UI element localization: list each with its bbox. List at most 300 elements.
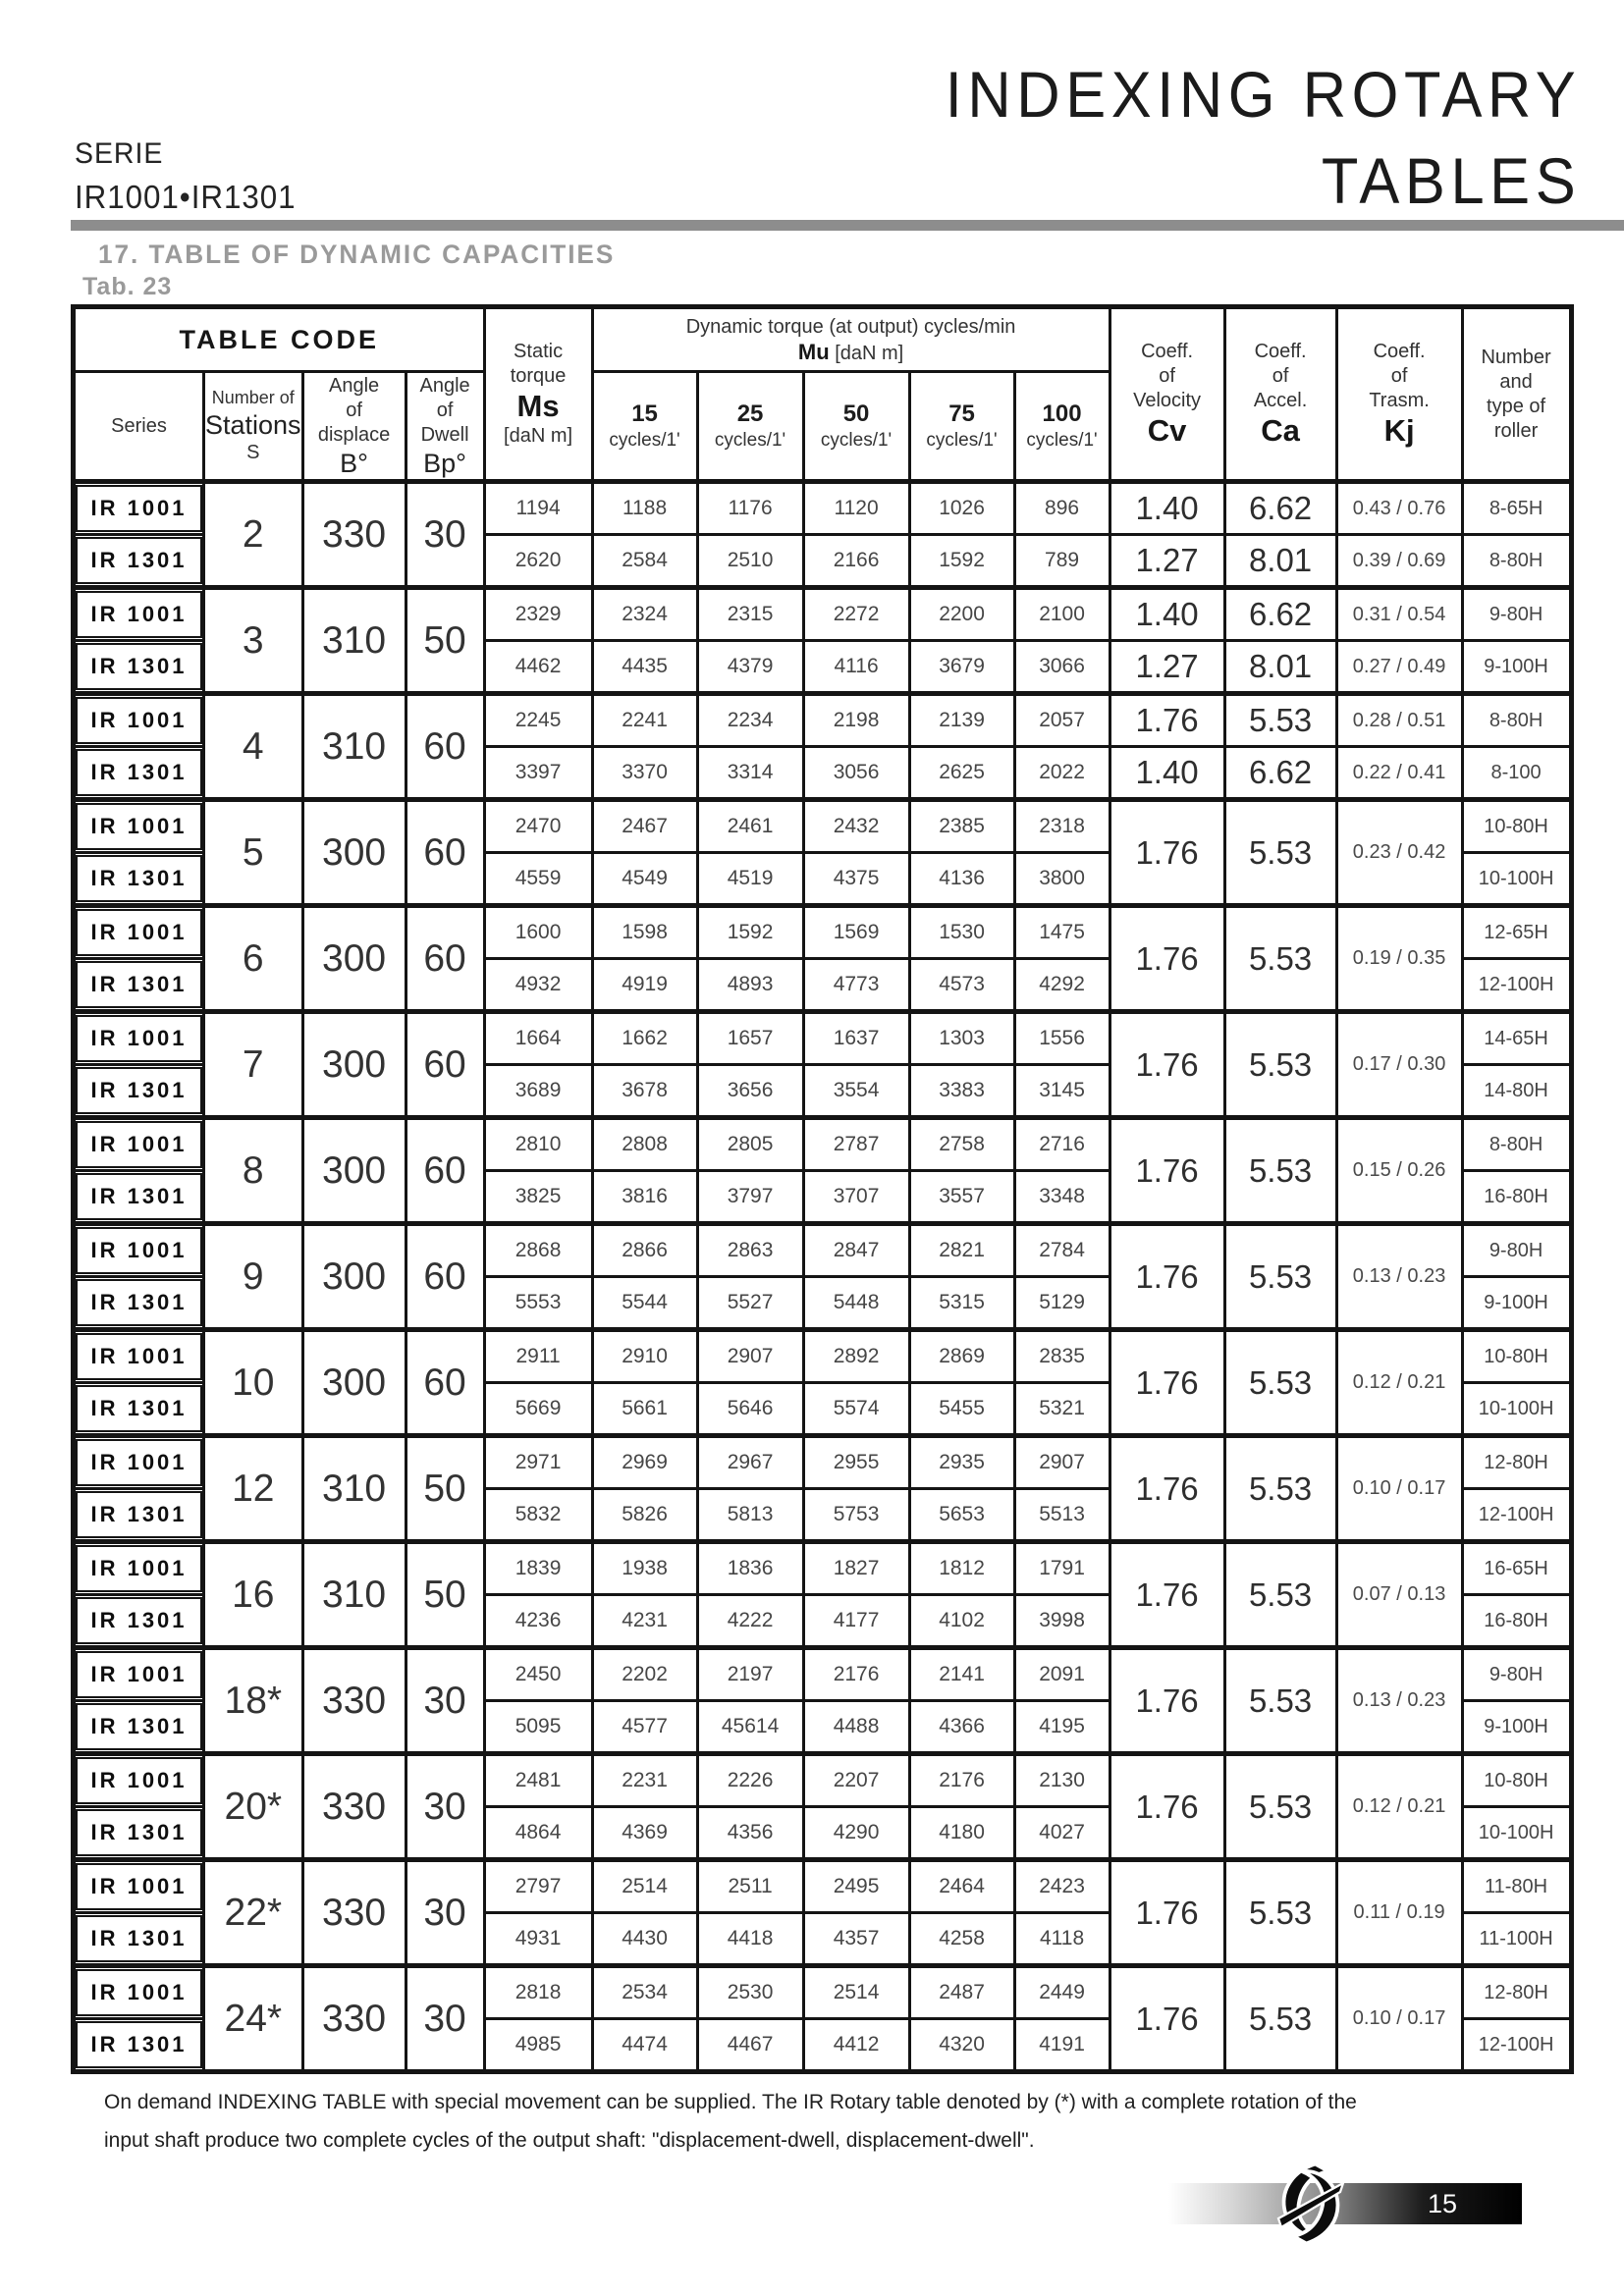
dynamic-torque-cell-75: 1026 bbox=[909, 482, 1014, 535]
dynamic-torque-cell-25: 2226 bbox=[697, 1754, 803, 1807]
roller-line: and bbox=[1499, 370, 1533, 393]
dynamic-torque-cell-15: 5826 bbox=[592, 1489, 697, 1542]
static-torque-cell: 4559 bbox=[484, 853, 592, 906]
dynamic-torque-cell-25: 3656 bbox=[697, 1065, 803, 1118]
table-row bbox=[74, 482, 1572, 535]
dynamic-torque-cell-15: 2910 bbox=[592, 1330, 697, 1383]
serie-label: SERIE bbox=[75, 137, 164, 170]
dynamic-torque-cell-15: 4435 bbox=[592, 641, 697, 694]
static-torque-cell: 2818 bbox=[484, 1966, 592, 2019]
cycles-unit: cycles/1' bbox=[714, 430, 786, 451]
roller-cell: 9-80H bbox=[1462, 1224, 1571, 1277]
series-value: IR 1301 bbox=[76, 1491, 202, 1538]
col-header-angle-displace bbox=[302, 372, 406, 482]
roller-cell: 12-100H bbox=[1462, 1489, 1571, 1542]
dynamic-torque-cell-25: 4379 bbox=[697, 641, 803, 694]
dynamic-torque-cell-75: 2200 bbox=[909, 588, 1014, 641]
dynamic-torque-cell-50: 2432 bbox=[803, 800, 909, 853]
cv-cell: 1.76 bbox=[1110, 1330, 1224, 1436]
ca-cell: 8.01 bbox=[1224, 535, 1336, 588]
series-cell bbox=[74, 1754, 204, 1807]
dynamic-torque-cell-25: 2197 bbox=[697, 1648, 803, 1701]
stations-cell: 2 bbox=[204, 482, 303, 588]
angle-displace-cell: 330 bbox=[302, 1648, 406, 1754]
stations-line: Number of bbox=[211, 388, 295, 407]
section-title: 17. TABLE OF DYNAMIC CAPACITIES bbox=[98, 240, 616, 269]
angle-dwell-cell: 60 bbox=[406, 1224, 484, 1330]
roller-cell: 16-80H bbox=[1462, 1595, 1571, 1648]
dynamic-torque-cell-50: 2892 bbox=[803, 1330, 909, 1383]
dynamic-torque-cell-25: 1176 bbox=[697, 482, 803, 535]
static-torque-cell: 2911 bbox=[484, 1330, 592, 1383]
kj-cell: 0.28 / 0.51 bbox=[1336, 694, 1462, 747]
cv-cell: 1.76 bbox=[1110, 694, 1224, 747]
table-row bbox=[74, 1118, 1572, 1171]
serie-models: IR1001•IR1301 bbox=[75, 179, 297, 215]
cycles-value: 100 bbox=[1042, 400, 1082, 427]
dynamic-torque-cell-25: 4418 bbox=[697, 1913, 803, 1966]
dynamic-torque-cell-25: 2863 bbox=[697, 1224, 803, 1277]
col-header-stations bbox=[204, 372, 303, 482]
angle-dwell-cell: 30 bbox=[406, 1966, 484, 2072]
dynamic-torque-cell-75: 2139 bbox=[909, 694, 1014, 747]
series-value: IR 1301 bbox=[76, 643, 202, 690]
dynamic-torque-cell-50: 4412 bbox=[803, 2019, 909, 2072]
table-row bbox=[74, 1436, 1572, 1489]
dynamic-torque-cell-75: 4366 bbox=[909, 1701, 1014, 1754]
series-cell bbox=[74, 1330, 204, 1383]
roller-line: roller bbox=[1493, 419, 1539, 442]
ca-cell: 5.53 bbox=[1224, 1118, 1336, 1224]
dynamic-torque-cell-75: 2464 bbox=[909, 1860, 1014, 1913]
dynamic-torque-cell-50: 5448 bbox=[803, 1277, 909, 1330]
dynamic-torque-cell-15: 4919 bbox=[592, 959, 697, 1012]
ca-cell: 5.53 bbox=[1224, 1012, 1336, 1118]
col-header-table-code: TABLE CODE bbox=[74, 307, 485, 372]
dynamic-torque-cell-15: 5544 bbox=[592, 1277, 697, 1330]
dynamic-torque-cell-100: 1791 bbox=[1014, 1542, 1110, 1595]
dynamic-torque-cell-50: 2495 bbox=[803, 1860, 909, 1913]
table-row bbox=[74, 1966, 1572, 2019]
cycles-unit: cycles/1' bbox=[926, 430, 998, 451]
roller-cell: 11-100H bbox=[1462, 1913, 1571, 1966]
col-header-dynamic-torque bbox=[592, 307, 1110, 372]
roller-cell: 9-100H bbox=[1462, 641, 1571, 694]
angle-displace-cell: 330 bbox=[302, 1966, 406, 2072]
dynamic-torque-cell-75: 3557 bbox=[909, 1171, 1014, 1224]
series-value: IR 1301 bbox=[76, 1597, 202, 1644]
series-cell bbox=[74, 1277, 204, 1330]
angle-dwell-cell: 60 bbox=[406, 800, 484, 906]
dynamic-torque-cell-50: 2787 bbox=[803, 1118, 909, 1171]
kj-cell: 0.19 / 0.35 bbox=[1336, 906, 1462, 1012]
kj-cell: 0.31 / 0.54 bbox=[1336, 588, 1462, 641]
ca-cell: 5.53 bbox=[1224, 1542, 1336, 1648]
series-value: IR 1301 bbox=[76, 1809, 202, 1856]
angle-dwell-cell: 60 bbox=[406, 906, 484, 1012]
ca-cell: 5.53 bbox=[1224, 1860, 1336, 1966]
series-cell bbox=[74, 641, 204, 694]
roller-cell: 8-100 bbox=[1462, 747, 1571, 800]
series-cell bbox=[74, 800, 204, 853]
series-cell bbox=[74, 588, 204, 641]
series-value: IR 1001 bbox=[76, 1969, 202, 2016]
static-torque-cell: 4236 bbox=[484, 1595, 592, 1648]
series-cell bbox=[74, 959, 204, 1012]
dynamic-torque-cell-50: 1120 bbox=[803, 482, 909, 535]
static-torque-cell: 1839 bbox=[484, 1542, 592, 1595]
series-value: IR 1001 bbox=[76, 909, 202, 956]
roller-cell: 10-80H bbox=[1462, 800, 1571, 853]
kj-cell: 0.15 / 0.26 bbox=[1336, 1118, 1462, 1224]
angle-displace-cell: 330 bbox=[302, 1860, 406, 1966]
series-value: IR 1001 bbox=[76, 1015, 202, 1062]
static-torque-cell: 4864 bbox=[484, 1807, 592, 1860]
tab-label: Tab. 23 bbox=[82, 273, 173, 300]
ca-cell: 5.53 bbox=[1224, 1224, 1336, 1330]
angle-line: of bbox=[346, 399, 362, 421]
cv-cell: 1.40 bbox=[1110, 482, 1224, 535]
dynamic-torque-cell-15: 3816 bbox=[592, 1171, 697, 1224]
stations-cell: 10 bbox=[204, 1330, 303, 1436]
angle-line: displace bbox=[317, 423, 391, 446]
dynamic-torque-cell-15: 4577 bbox=[592, 1701, 697, 1754]
ca-cell: 6.62 bbox=[1224, 747, 1336, 800]
cv-line: Coeff. bbox=[1141, 341, 1194, 362]
roller-cell: 12-65H bbox=[1462, 906, 1571, 959]
dynamic-torque-cell-75: 1812 bbox=[909, 1542, 1014, 1595]
dynamic-torque-cell-75: 5653 bbox=[909, 1489, 1014, 1542]
static-torque-cell: 2620 bbox=[484, 535, 592, 588]
static-torque-unit: [daN m] bbox=[504, 425, 573, 447]
dynamic-torque-cell-25: 2907 bbox=[697, 1330, 803, 1383]
cycles-unit: cycles/1' bbox=[1026, 430, 1098, 451]
dynamic-torque-cell-50: 4488 bbox=[803, 1701, 909, 1754]
dynamic-torque-cell-50: 5753 bbox=[803, 1489, 909, 1542]
dynamic-torque-cell-75: 5455 bbox=[909, 1383, 1014, 1436]
series-value: IR 1301 bbox=[76, 1279, 202, 1326]
kj-cell: 0.10 / 0.17 bbox=[1336, 1436, 1462, 1542]
dynamic-torque-cell-50: 3056 bbox=[803, 747, 909, 800]
series-value: IR 1001 bbox=[76, 1121, 202, 1168]
footnote-line1: On demand INDEXING TABLE with special movement can be supplied. The IR Rotary table denoted by (*) with a complete rotation of the bbox=[104, 2091, 1357, 2113]
cv-line: Velocity bbox=[1133, 390, 1202, 411]
angle-displace-cell: 300 bbox=[302, 1012, 406, 1118]
static-torque-cell: 5095 bbox=[484, 1701, 592, 1754]
dynamic-torque-cell-75: 2625 bbox=[909, 747, 1014, 800]
series-value: IR 1001 bbox=[76, 1651, 202, 1698]
series-value: IR 1001 bbox=[76, 1333, 202, 1380]
dynamic-torque-cell-75: 5315 bbox=[909, 1277, 1014, 1330]
series-cell bbox=[74, 1807, 204, 1860]
series-cell bbox=[74, 1171, 204, 1224]
dynamic-torque-cell-100: 5129 bbox=[1014, 1277, 1110, 1330]
series-cell bbox=[74, 1383, 204, 1436]
dynamic-torque-cell-50: 1827 bbox=[803, 1542, 909, 1595]
kj-line: Coeff. bbox=[1373, 341, 1426, 362]
series-label: Series bbox=[111, 414, 167, 437]
table-row bbox=[74, 1754, 1572, 1807]
dynamic-torque-cell-50: 2955 bbox=[803, 1436, 909, 1489]
kj-cell: 0.17 / 0.30 bbox=[1336, 1012, 1462, 1118]
dynamic-torque-cell-15: 2808 bbox=[592, 1118, 697, 1171]
stations-cell: 22* bbox=[204, 1860, 303, 1966]
cv-symbol: Cv bbox=[1147, 413, 1187, 448]
angle-dwell-cell: 50 bbox=[406, 588, 484, 694]
series-value: IR 1001 bbox=[76, 1757, 202, 1804]
dynamic-torque-cell-15: 2514 bbox=[592, 1860, 697, 1913]
dynamic-torque-cell-15: 2534 bbox=[592, 1966, 697, 2019]
roller-cell: 16-65H bbox=[1462, 1542, 1571, 1595]
ca-cell: 5.53 bbox=[1224, 800, 1336, 906]
kj-symbol: Kj bbox=[1383, 413, 1415, 448]
series-value: IR 1001 bbox=[76, 697, 202, 744]
ca-cell: 5.53 bbox=[1224, 694, 1336, 747]
series-cell bbox=[74, 1542, 204, 1595]
series-cell bbox=[74, 1065, 204, 1118]
ca-cell: 5.53 bbox=[1224, 906, 1336, 1012]
roller-cell: 10-100H bbox=[1462, 1383, 1571, 1436]
dynamic-torque-cell-15: 4474 bbox=[592, 2019, 697, 2072]
static-torque-cell: 5553 bbox=[484, 1277, 592, 1330]
dynamic-torque-cell-75: 2758 bbox=[909, 1118, 1014, 1171]
kj-cell: 0.23 / 0.42 bbox=[1336, 800, 1462, 906]
series-value: IR 1001 bbox=[76, 591, 202, 638]
dynamic-torque-cell-15: 2969 bbox=[592, 1436, 697, 1489]
stations-line: Stations bbox=[205, 410, 301, 440]
angle-displace-cell: 310 bbox=[302, 1542, 406, 1648]
angle-displace-cell: 330 bbox=[302, 482, 406, 588]
roller-line: type of bbox=[1487, 395, 1546, 417]
dynamic-torque-cell-15: 4430 bbox=[592, 1913, 697, 1966]
stations-cell: 12 bbox=[204, 1436, 303, 1542]
dynamic-torque-cell-25: 4519 bbox=[697, 853, 803, 906]
stations-cell: 4 bbox=[204, 694, 303, 800]
static-torque-cell: 3397 bbox=[484, 747, 592, 800]
static-torque-cell: 2481 bbox=[484, 1754, 592, 1807]
static-torque-cell: 1194 bbox=[484, 482, 592, 535]
dynamic-torque-cell-15: 4369 bbox=[592, 1807, 697, 1860]
ca-cell: 6.62 bbox=[1224, 588, 1336, 641]
dynamic-torque-cell-100: 2423 bbox=[1014, 1860, 1110, 1913]
dynamic-torque-cell-50: 2272 bbox=[803, 588, 909, 641]
series-cell bbox=[74, 1913, 204, 1966]
stations-cell: 6 bbox=[204, 906, 303, 1012]
ca-cell: 5.53 bbox=[1224, 1648, 1336, 1754]
dynamic-torque-cell-75: 4320 bbox=[909, 2019, 1014, 2072]
cv-line: of bbox=[1159, 365, 1175, 387]
angle-displace-cell: 300 bbox=[302, 800, 406, 906]
static-torque-cell: 4462 bbox=[484, 641, 592, 694]
dynamic-torque-cell-75: 4573 bbox=[909, 959, 1014, 1012]
series-value: IR 1301 bbox=[76, 855, 202, 902]
angle-line: Dwell bbox=[420, 423, 469, 446]
dynamic-torque-cell-100: 2835 bbox=[1014, 1330, 1110, 1383]
dynamic-torque-cell-75: 1592 bbox=[909, 535, 1014, 588]
angle-displace-cell: 310 bbox=[302, 694, 406, 800]
series-cell bbox=[74, 1860, 204, 1913]
static-torque-cell: 5669 bbox=[484, 1383, 592, 1436]
series-value: IR 1301 bbox=[76, 749, 202, 796]
stations-cell: 3 bbox=[204, 588, 303, 694]
ca-symbol: Ca bbox=[1261, 413, 1300, 448]
dynamic-torque-cell-75: 4102 bbox=[909, 1595, 1014, 1648]
stations-symbol: S bbox=[246, 442, 260, 463]
dynamic-torque-cell-50: 5574 bbox=[803, 1383, 909, 1436]
dynamic-torque-cell-100: 2716 bbox=[1014, 1118, 1110, 1171]
stations-cell: 24* bbox=[204, 1966, 303, 2072]
col-header-cycles-50 bbox=[803, 372, 909, 482]
series-cell bbox=[74, 1648, 204, 1701]
dynamic-torque-cell-100: 4027 bbox=[1014, 1807, 1110, 1860]
dynamic-torque-cell-25: 5646 bbox=[697, 1383, 803, 1436]
dynamic-torque-cell-15: 1938 bbox=[592, 1542, 697, 1595]
series-value: IR 1301 bbox=[76, 1703, 202, 1750]
angle-dwell-cell: 30 bbox=[406, 1860, 484, 1966]
dynamic-torque-cell-100: 1475 bbox=[1014, 906, 1110, 959]
dynamic-torque-cell-100: 789 bbox=[1014, 535, 1110, 588]
table-row bbox=[74, 588, 1572, 641]
dynamic-torque-cell-50: 4177 bbox=[803, 1595, 909, 1648]
dynamic-torque-cell-50: 4375 bbox=[803, 853, 909, 906]
stations-cell: 8 bbox=[204, 1118, 303, 1224]
ca-cell: 5.53 bbox=[1224, 1754, 1336, 1860]
cv-cell: 1.40 bbox=[1110, 747, 1224, 800]
static-torque-cell: 2868 bbox=[484, 1224, 592, 1277]
roller-cell: 12-100H bbox=[1462, 2019, 1571, 2072]
dynamic-torque-cell-25: 1836 bbox=[697, 1542, 803, 1595]
series-value: IR 1301 bbox=[76, 961, 202, 1008]
dynamic-torque-cell-15: 2202 bbox=[592, 1648, 697, 1701]
angle-displace-cell: 310 bbox=[302, 588, 406, 694]
dynamic-torque-cell-15: 1188 bbox=[592, 482, 697, 535]
kj-line: of bbox=[1390, 365, 1408, 387]
stations-cell: 7 bbox=[204, 1012, 303, 1118]
col-header-roller bbox=[1462, 307, 1571, 482]
ca-cell: 8.01 bbox=[1224, 641, 1336, 694]
static-torque-cell: 4932 bbox=[484, 959, 592, 1012]
cycles-unit: cycles/1' bbox=[820, 430, 893, 451]
brand-logo-icon bbox=[1267, 2160, 1355, 2248]
dynamic-torque-cell-100: 4292 bbox=[1014, 959, 1110, 1012]
dynamic-torque-cell-75: 3383 bbox=[909, 1065, 1014, 1118]
static-torque-cell: 4931 bbox=[484, 1913, 592, 1966]
dynamic-torque-cell-25: 45614 bbox=[697, 1701, 803, 1754]
series-cell bbox=[74, 2019, 204, 2072]
roller-cell: 9-80H bbox=[1462, 588, 1571, 641]
dynamic-torque-line2 bbox=[594, 340, 1109, 366]
series-cell bbox=[74, 1966, 204, 2019]
dynamic-torque-cell-25: 2315 bbox=[697, 588, 803, 641]
dynamic-torque-cell-25: 5813 bbox=[697, 1489, 803, 1542]
roller-cell: 12-80H bbox=[1462, 1436, 1571, 1489]
series-value: IR 1001 bbox=[76, 1863, 202, 1910]
series-cell bbox=[74, 1224, 204, 1277]
roller-cell: 10-80H bbox=[1462, 1754, 1571, 1807]
series-value: IR 1301 bbox=[76, 2021, 202, 2068]
kj-cell: 0.13 / 0.23 bbox=[1336, 1224, 1462, 1330]
table-row bbox=[74, 1224, 1572, 1277]
roller-cell: 8-80H bbox=[1462, 694, 1571, 747]
roller-cell: 10-100H bbox=[1462, 853, 1571, 906]
dynamic-torque-cell-100: 2318 bbox=[1014, 800, 1110, 853]
dynamic-torque-cell-15: 3678 bbox=[592, 1065, 697, 1118]
dynamic-torque-cell-25: 2461 bbox=[697, 800, 803, 853]
ca-cell: 5.53 bbox=[1224, 1966, 1336, 2072]
static-torque-cell: 1600 bbox=[484, 906, 592, 959]
static-torque-cell: 3689 bbox=[484, 1065, 592, 1118]
roller-cell: 16-80H bbox=[1462, 1171, 1571, 1224]
dynamic-torque-cell-100: 2449 bbox=[1014, 1966, 1110, 2019]
series-value: IR 1301 bbox=[76, 1067, 202, 1114]
kj-cell: 0.12 / 0.21 bbox=[1336, 1754, 1462, 1860]
dynamic-torque-cell-75: 2487 bbox=[909, 1966, 1014, 2019]
kj-cell: 0.39 / 0.69 bbox=[1336, 535, 1462, 588]
dynamic-torque-line1: Dynamic torque (at output) cycles/min bbox=[685, 315, 1016, 338]
dynamic-torque-cell-50: 2514 bbox=[803, 1966, 909, 2019]
table-row bbox=[74, 1648, 1572, 1701]
kj-cell: 0.10 / 0.17 bbox=[1336, 1966, 1462, 2072]
dynamic-torque-cell-50: 2847 bbox=[803, 1224, 909, 1277]
angle-dwell-cell: 30 bbox=[406, 1648, 484, 1754]
dynamic-torque-cell-100: 4191 bbox=[1014, 2019, 1110, 2072]
dynamic-torque-cell-100: 896 bbox=[1014, 482, 1110, 535]
static-torque-cell: 2797 bbox=[484, 1860, 592, 1913]
cv-cell: 1.76 bbox=[1110, 1012, 1224, 1118]
series-cell bbox=[74, 694, 204, 747]
dynamic-torque-cell-50: 4773 bbox=[803, 959, 909, 1012]
stations-cell: 16 bbox=[204, 1542, 303, 1648]
dynamic-torque-cell-75: 4180 bbox=[909, 1807, 1014, 1860]
dynamic-torque-cell-100: 2130 bbox=[1014, 1754, 1110, 1807]
cv-cell: 1.27 bbox=[1110, 535, 1224, 588]
roller-cell: 9-100H bbox=[1462, 1701, 1571, 1754]
cv-cell: 1.76 bbox=[1110, 1118, 1224, 1224]
static-torque-line: torque bbox=[510, 365, 567, 387]
table-row bbox=[74, 1860, 1572, 1913]
kj-cell: 0.07 / 0.13 bbox=[1336, 1542, 1462, 1648]
col-header-cycles-15 bbox=[592, 372, 697, 482]
dynamic-torque-cell-50: 1569 bbox=[803, 906, 909, 959]
static-torque-cell: 4985 bbox=[484, 2019, 592, 2072]
col-header-static-torque bbox=[484, 307, 592, 482]
static-torque-cell: 2450 bbox=[484, 1648, 592, 1701]
cv-cell: 1.76 bbox=[1110, 1542, 1224, 1648]
static-torque-cell: 2470 bbox=[484, 800, 592, 853]
stations-cell: 5 bbox=[204, 800, 303, 906]
angle-dwell-cell: 30 bbox=[406, 482, 484, 588]
page-title-line2: TABLES bbox=[1321, 144, 1581, 217]
kj-cell: 0.12 / 0.21 bbox=[1336, 1330, 1462, 1436]
angle-dwell-cell: 50 bbox=[406, 1542, 484, 1648]
dynamic-capacities-table bbox=[71, 304, 1574, 2074]
roller-cell: 14-65H bbox=[1462, 1012, 1571, 1065]
col-header-series bbox=[74, 372, 204, 482]
dynamic-torque-cell-100: 2022 bbox=[1014, 747, 1110, 800]
series-cell bbox=[74, 747, 204, 800]
roller-cell: 11-80H bbox=[1462, 1860, 1571, 1913]
dynamic-torque-cell-50: 2207 bbox=[803, 1754, 909, 1807]
dynamic-torque-cell-25: 3797 bbox=[697, 1171, 803, 1224]
dynamic-torque-cell-15: 2584 bbox=[592, 535, 697, 588]
roller-cell: 12-80H bbox=[1462, 1966, 1571, 2019]
ca-line: Coeff. bbox=[1254, 341, 1307, 362]
dynamic-torque-cell-50: 1637 bbox=[803, 1012, 909, 1065]
static-torque-cell: 2810 bbox=[484, 1118, 592, 1171]
cv-cell: 1.76 bbox=[1110, 1966, 1224, 2072]
stations-cell: 18* bbox=[204, 1648, 303, 1754]
dynamic-torque-cell-75: 3679 bbox=[909, 641, 1014, 694]
